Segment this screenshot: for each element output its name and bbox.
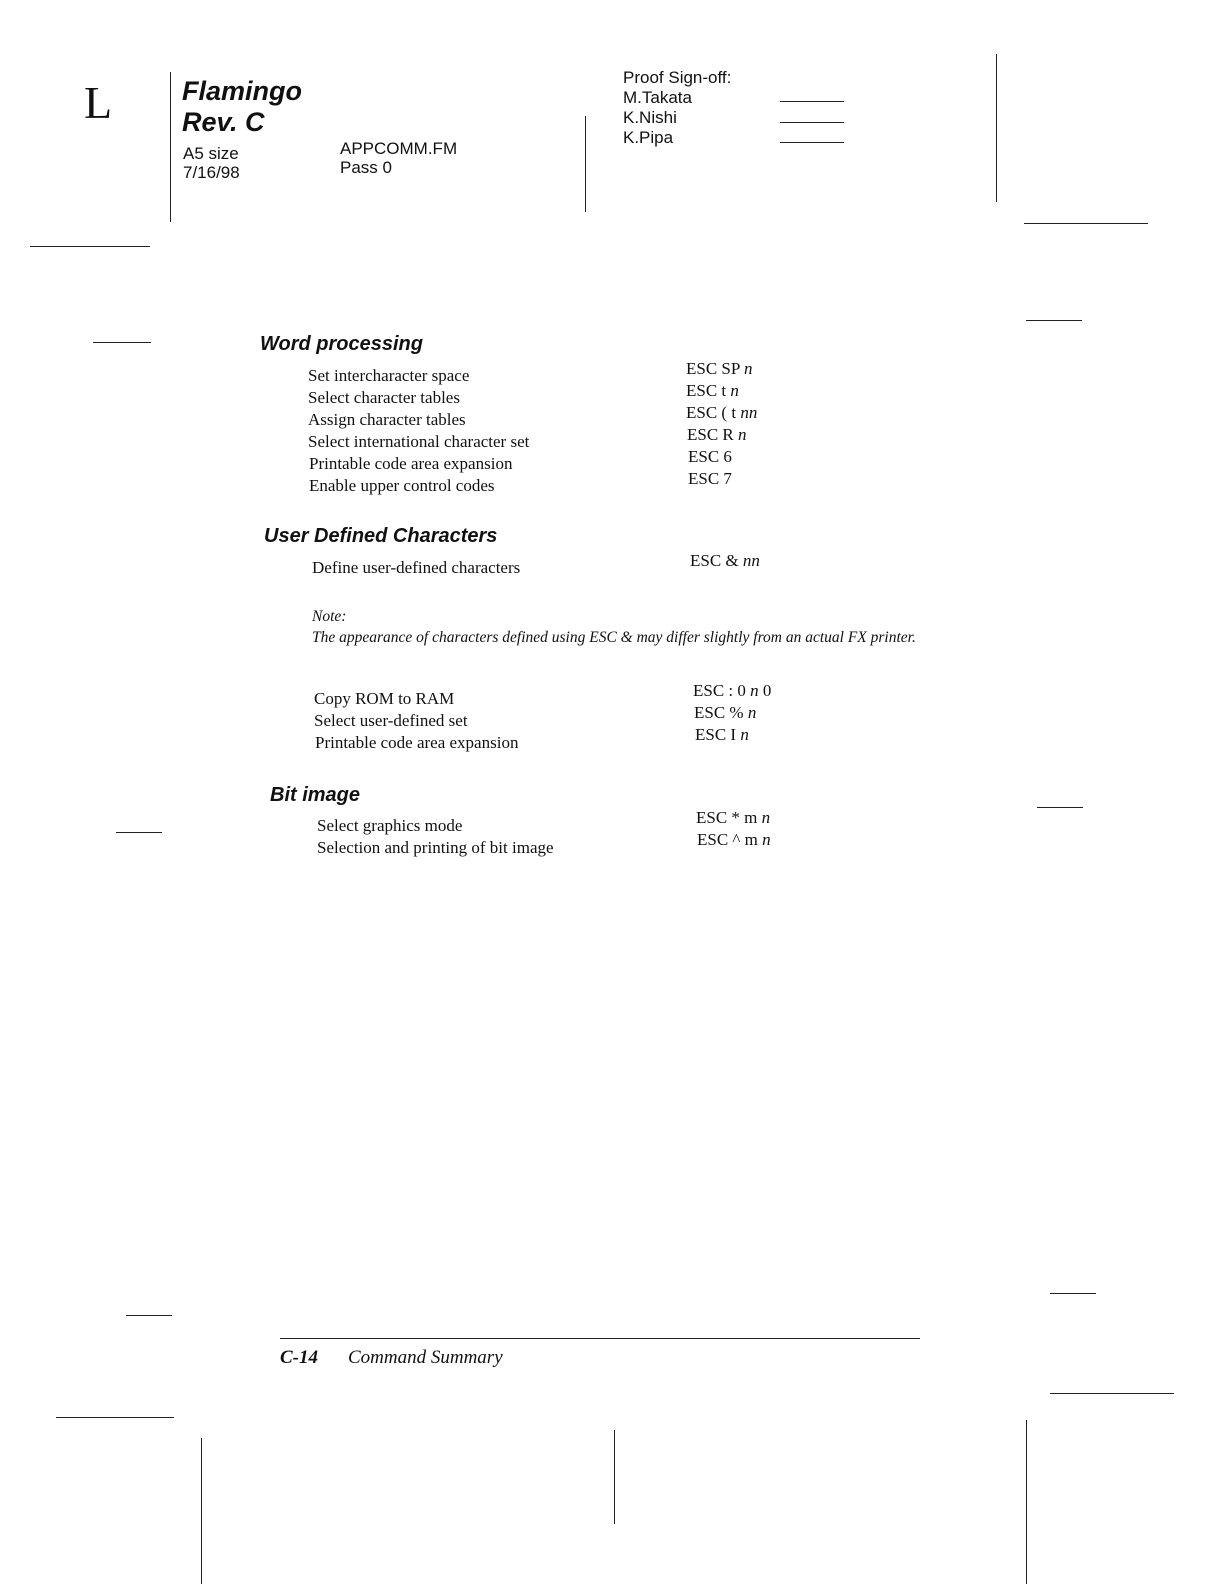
code-suffix: 0 <box>762 681 772 700</box>
file-pass-block <box>340 139 457 177</box>
note-label: Note: <box>312 608 347 625</box>
signoff-line-1 <box>780 101 844 102</box>
command-code <box>688 446 732 468</box>
command-code <box>693 680 771 702</box>
command-label: Define user-defined characters <box>312 558 521 577</box>
project-title-block <box>182 76 302 138</box>
crop-mark <box>116 832 162 833</box>
code-arg: nn <box>742 551 760 570</box>
code-text: ESC & <box>690 551 739 570</box>
note-block <box>312 606 932 648</box>
crop-mark <box>1026 1420 1027 1584</box>
command-code <box>697 829 771 851</box>
command-label: Select graphics mode <box>317 816 463 835</box>
crop-mark <box>56 1417 174 1418</box>
proof-title: Proof Sign-off: <box>623 68 732 87</box>
code-text: ESC ^ m <box>697 830 758 849</box>
command-code <box>690 550 760 572</box>
chapter-title: Command Summary <box>348 1347 503 1368</box>
command-code <box>686 380 739 402</box>
footer-rule <box>280 1338 920 1339</box>
command-code <box>696 807 770 829</box>
command-code <box>687 424 747 446</box>
signer-2: K.Nishi <box>623 108 677 127</box>
command-label: Select character tables <box>308 388 460 407</box>
signoff-line-3 <box>780 142 844 143</box>
signer-3: K.Pipa <box>623 128 674 147</box>
command-label: Select international character set <box>308 432 530 451</box>
note-text: The appearance of characters defined using ESC & may differ slightly from an actual FX printer. <box>312 629 916 646</box>
crop-mark <box>201 1438 202 1584</box>
revision: Rev. C <box>182 107 265 137</box>
code-text: ESC ( t <box>686 403 737 422</box>
crop-mark <box>1050 1293 1096 1294</box>
crop-mark <box>1024 223 1148 224</box>
crop-mark <box>1037 807 1083 808</box>
command-label: Selection and printing of bit image <box>317 838 554 857</box>
header-divider-middle <box>585 116 586 212</box>
filename: APPCOMM.FM <box>340 139 458 158</box>
command-label: Select user-defined set <box>314 711 468 730</box>
pass: Pass 0 <box>340 158 392 177</box>
command-label: Set intercharacter space <box>308 366 470 385</box>
section-title-user-defined: User Defined Characters <box>264 525 498 547</box>
corner-letter: L <box>84 77 113 128</box>
size-date-block <box>183 144 240 182</box>
command-code <box>695 724 749 746</box>
page-number: C-14 <box>280 1347 318 1368</box>
crop-mark <box>614 1430 615 1524</box>
code-text: ESC I <box>695 725 737 744</box>
page-size: A5 size <box>183 144 239 163</box>
doc-date: 7/16/98 <box>183 163 240 182</box>
crop-mark <box>126 1315 172 1316</box>
command-label: Printable code area expansion <box>309 454 513 473</box>
command-code <box>686 358 752 380</box>
code-arg: n <box>747 703 757 722</box>
page-footer <box>280 1347 503 1369</box>
command-label: Copy ROM to RAM <box>314 689 455 708</box>
section-title-word-processing: Word processing <box>260 333 423 355</box>
signoff-line-2 <box>780 122 844 123</box>
crop-mark <box>93 342 151 343</box>
code-arg: n <box>730 381 739 400</box>
command-label: Assign character tables <box>308 410 466 429</box>
section-title-bit-image: Bit image <box>270 784 361 806</box>
code-arg: nn <box>740 403 758 422</box>
code-text: ESC SP <box>686 359 740 378</box>
code-arg: n <box>761 808 771 827</box>
command-label: Printable code area expansion <box>315 733 519 752</box>
code-arg: n <box>740 725 749 744</box>
command-code <box>694 702 756 724</box>
code-text: ESC : 0 <box>693 681 746 700</box>
crop-mark <box>30 246 150 247</box>
code-arg: n <box>743 359 753 378</box>
crop-mark <box>1050 1393 1174 1394</box>
signer-1: M.Takata <box>623 88 692 107</box>
code-arg: n <box>738 425 747 444</box>
code-text: ESC 7 <box>688 469 732 488</box>
command-code <box>686 402 757 424</box>
crop-mark <box>1026 320 1082 321</box>
command-code <box>688 468 732 490</box>
proof-signoff <box>623 68 731 148</box>
command-label: Enable upper control codes <box>309 476 495 495</box>
project-name: Flamingo <box>182 76 302 106</box>
code-text: ESC * m <box>696 808 758 827</box>
code-arg: n <box>750 681 759 700</box>
code-arg: n <box>762 830 771 849</box>
code-text: ESC % <box>694 703 744 722</box>
code-text: ESC 6 <box>688 447 732 466</box>
header-divider-left <box>170 72 171 222</box>
header-divider-right <box>996 54 997 202</box>
code-text: ESC t <box>686 381 727 400</box>
code-text: ESC R <box>687 425 734 444</box>
